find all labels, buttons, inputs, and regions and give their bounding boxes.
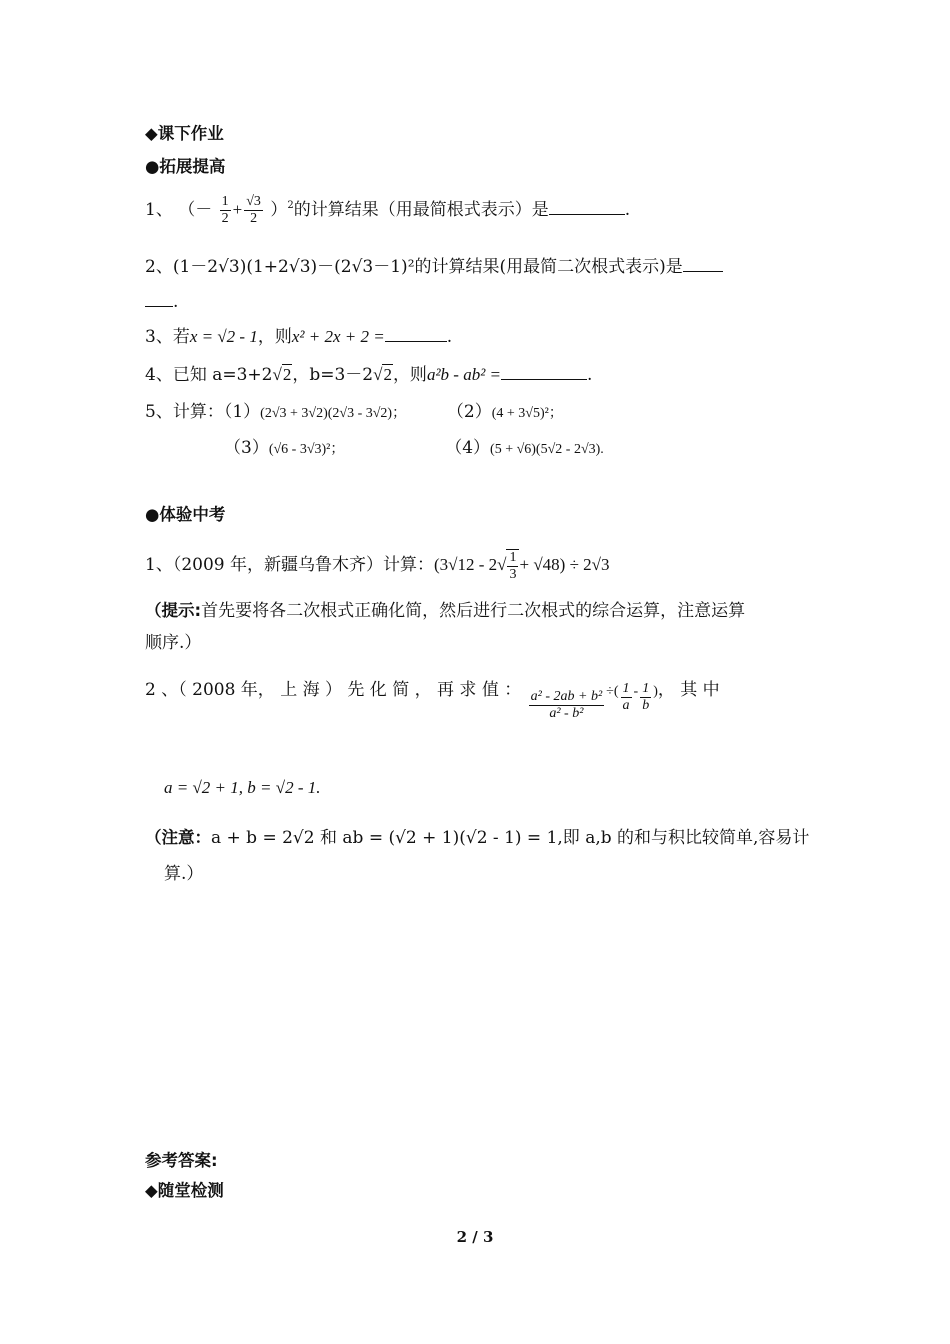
answers-subtitle: ◆随堂检测	[145, 1181, 224, 1200]
question-1: 1、 （－ $\frac{1}{2}$ + $\frac{√3}{2}$ ）$^2$的计算结果（用最简根式表示）是 .	[145, 194, 631, 227]
fraction-root3-over-2: $\frac{√3}{2}$	[246, 194, 261, 227]
section-exam: ●体验中考	[145, 505, 226, 524]
hint: （提示:首先要将各二次根式正确化简，然后进行二次根式的综合运算，注意运算	[145, 601, 746, 621]
question-5-cont: （3）(√6 - 3√3)²； （4）(5 + √6)(5√2 - 2√3).	[224, 438, 604, 458]
exam-question-2: 2 、（ 2008 年， 上 海 ） 先 化 简 ， 再 求 值 ： $\frac{\text{a² - 2ab + b²}}{\text{a² - b²}}$ ÷( $\frac{1}{a}$ - $\frac{1}{b}$ )， 其 中	[145, 680, 720, 721]
exam-question-2-given: a = √2 + 1, b = √2 - 1.	[164, 778, 321, 797]
question-3: 3、若x = √2 - 1，则x² + 2x + 2 = .	[145, 327, 453, 347]
question-5: 5、计算：（1）(2√3 + 3√2)(2√3 - 3√2)； （2）(4 + 3√5)²；	[145, 402, 563, 422]
note-cont: 算.）	[164, 864, 204, 884]
question-2: 2、(1－2√3)(1+2√3)－(2√3－1)²的计算结果(用最简二次根式表示)是	[145, 257, 723, 277]
section-homework: ◆课下作业	[145, 124, 224, 143]
exam-question-1: 1、（2009 年，新疆乌鲁木齐）计算：(3√12 - 2√ $\frac{1}{3}$ + √48) ÷ 2√3	[145, 550, 610, 583]
hint-cont: 顺序.）	[145, 633, 202, 653]
main-fraction: $\frac{\text{a² - 2ab + b²}}{\text{a² - b²}}$	[530, 688, 603, 721]
note: （注意：a + b = 2√2 和 ab = (√2 + 1)(√2 - 1) = 1,即 a,b 的和与积比较简单,容易计	[145, 828, 810, 848]
question-2-cont: .	[145, 292, 178, 312]
answers-title: 参考答案:	[145, 1151, 218, 1170]
page-number: 2 / 3	[456, 1228, 494, 1246]
section-extend: ●拓展提高	[145, 157, 226, 176]
fraction-half: $\frac{1}{2}$	[221, 194, 229, 227]
question-4: 4、已知 a=3+2√2，b=3－2√2，则a²b - ab² = .	[145, 365, 593, 385]
